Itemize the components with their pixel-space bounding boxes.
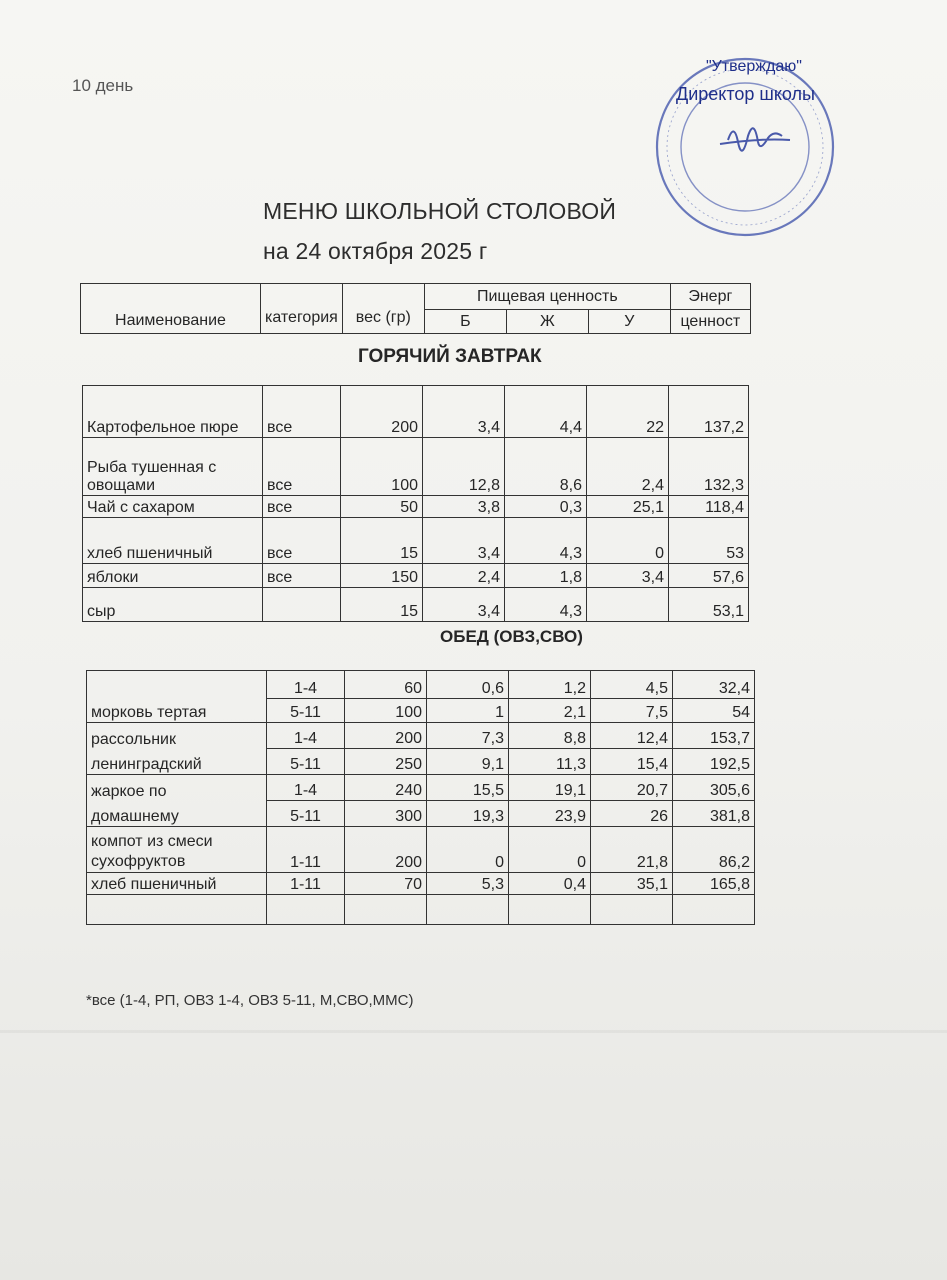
dish-weight: 100 xyxy=(345,699,427,723)
dish-u: 4,5 xyxy=(591,671,673,699)
dish-zh: 1,8 xyxy=(505,564,587,588)
dish-category: 1-4 xyxy=(267,671,345,699)
dish-b: 15,5 xyxy=(427,775,509,801)
dish-weight: 60 xyxy=(345,671,427,699)
dish-u xyxy=(587,588,669,622)
dish-category: все xyxy=(263,386,341,438)
dish-b: 3,4 xyxy=(423,588,505,622)
dish-u: 22 xyxy=(587,386,669,438)
dish-u: 35,1 xyxy=(591,873,673,895)
dish-category xyxy=(263,588,341,622)
dish-zh: 4,4 xyxy=(505,386,587,438)
dish-name-line2: сухофруктов xyxy=(91,853,186,870)
dish-b: 19,3 xyxy=(427,801,509,827)
dish-u: 15,4 xyxy=(591,749,673,775)
dish-b: 5,3 xyxy=(427,873,509,895)
table-row xyxy=(87,775,755,801)
dish-u: 0 xyxy=(587,518,669,564)
dish-name: сыр xyxy=(83,588,263,622)
dish-energy: 86,2 xyxy=(673,827,755,873)
dish-zh: 4,3 xyxy=(505,518,587,564)
header-energy-top: Энерг xyxy=(670,284,750,310)
dish-energy: 54 xyxy=(673,699,755,723)
menu-header-table xyxy=(80,283,751,334)
dish-category: 1-11 xyxy=(267,827,345,873)
dish-energy: 305,6 xyxy=(673,775,755,801)
dish-b: 3,4 xyxy=(423,386,505,438)
dish-name: жаркое по xyxy=(87,775,267,801)
dish-energy: 53,1 xyxy=(669,588,749,622)
dish-weight: 15 xyxy=(341,518,423,564)
dish-energy: 57,6 xyxy=(669,564,749,588)
dish-u: 25,1 xyxy=(587,496,669,518)
dish-energy: 53 xyxy=(669,518,749,564)
empty-cell xyxy=(673,895,755,925)
dish-name: Картофельное пюре xyxy=(83,386,263,438)
header-nutrition: Пищевая ценность xyxy=(424,284,670,310)
dish-name: рассольник xyxy=(87,723,267,749)
dish-category: 1-11 xyxy=(267,873,345,895)
header-energy-bottom: ценност xyxy=(670,310,750,334)
dish-category: все xyxy=(263,564,341,588)
dish-energy: 153,7 xyxy=(673,723,755,749)
dish-zh: 4,3 xyxy=(505,588,587,622)
approval-stamp xyxy=(650,52,840,242)
dish-weight: 15 xyxy=(341,588,423,622)
lunch-table xyxy=(86,670,755,925)
dish-b: 12,8 xyxy=(423,438,505,496)
table-row xyxy=(87,801,755,827)
dish-energy: 192,5 xyxy=(673,749,755,775)
lunch-title: ОБЕД (ОВЗ,СВО) xyxy=(440,627,583,646)
dish-weight: 300 xyxy=(345,801,427,827)
dish-name: яблоки xyxy=(83,564,263,588)
table-row xyxy=(87,873,755,895)
page-date: на 24 октября 2025 г xyxy=(263,238,488,264)
table-row-empty xyxy=(87,895,755,925)
dish-energy: 132,3 xyxy=(669,438,749,496)
dish-u: 7,5 xyxy=(591,699,673,723)
footnote: *все (1-4, РП, ОВЗ 1-4, ОВЗ 5-11, М,СВО,ММС) xyxy=(86,992,414,1009)
dish-category: 1-4 xyxy=(267,723,345,749)
breakfast-table xyxy=(82,385,749,622)
dish-name xyxy=(87,827,267,873)
dish-weight: 200 xyxy=(341,386,423,438)
empty-cell xyxy=(267,895,345,925)
empty-cell xyxy=(427,895,509,925)
dish-category: все xyxy=(263,438,341,496)
day-label: 10 день xyxy=(72,76,134,95)
dish-name: домашнему xyxy=(87,801,267,827)
table-row xyxy=(87,723,755,749)
dish-zh: 1,2 xyxy=(509,671,591,699)
dish-u: 2,4 xyxy=(587,438,669,496)
dish-weight: 200 xyxy=(345,827,427,873)
dish-weight: 150 xyxy=(341,564,423,588)
dish-name: хлеб пшеничный xyxy=(83,518,263,564)
dish-u: 12,4 xyxy=(591,723,673,749)
table-row xyxy=(83,518,749,564)
dish-name: морковь тертая xyxy=(87,671,267,723)
header-carbs: У xyxy=(588,310,670,334)
table-row xyxy=(83,438,749,496)
dish-b: 0 xyxy=(427,827,509,873)
dish-b: 0,6 xyxy=(427,671,509,699)
table-row xyxy=(87,749,755,775)
header-category: категория xyxy=(261,284,343,334)
table-row xyxy=(87,827,755,873)
dish-zh: 11,3 xyxy=(509,749,591,775)
header-name: Наименование xyxy=(81,284,261,334)
dish-zh: 19,1 xyxy=(509,775,591,801)
empty-cell xyxy=(509,895,591,925)
breakfast-title: ГОРЯЧИЙ ЗАВТРАК xyxy=(358,346,542,367)
table-row xyxy=(87,671,755,699)
dish-category: 5-11 xyxy=(267,801,345,827)
dish-u: 21,8 xyxy=(591,827,673,873)
dish-u: 20,7 xyxy=(591,775,673,801)
dish-name: ленинградский xyxy=(87,749,267,775)
dish-energy: 137,2 xyxy=(669,386,749,438)
signature-icon xyxy=(720,128,790,150)
dish-weight: 240 xyxy=(345,775,427,801)
dish-name: Чай с сахаром xyxy=(83,496,263,518)
dish-zh: 8,8 xyxy=(509,723,591,749)
dish-b: 3,8 xyxy=(423,496,505,518)
empty-cell xyxy=(345,895,427,925)
dish-zh: 23,9 xyxy=(509,801,591,827)
page-title: МЕНЮ ШКОЛЬНОЙ СТОЛОВОЙ xyxy=(263,198,617,224)
dish-u: 3,4 xyxy=(587,564,669,588)
dish-weight: 70 xyxy=(345,873,427,895)
header-protein: Б xyxy=(424,310,506,334)
dish-category: 5-11 xyxy=(267,749,345,775)
dish-weight: 200 xyxy=(345,723,427,749)
empty-cell xyxy=(87,895,267,925)
dish-zh: 0,4 xyxy=(509,873,591,895)
stamp-approve-text: "Утверждаю" xyxy=(706,58,802,75)
dish-energy: 118,4 xyxy=(669,496,749,518)
dish-energy: 165,8 xyxy=(673,873,755,895)
dish-zh: 2,1 xyxy=(509,699,591,723)
dish-category: все xyxy=(263,496,341,518)
dish-u: 26 xyxy=(591,801,673,827)
dish-weight: 100 xyxy=(341,438,423,496)
header-fat: Ж xyxy=(506,310,588,334)
dish-b: 2,4 xyxy=(423,564,505,588)
dish-category: 5-11 xyxy=(267,699,345,723)
table-row xyxy=(83,386,749,438)
dish-category: 1-4 xyxy=(267,775,345,801)
dish-zh: 0 xyxy=(509,827,591,873)
paper-fold xyxy=(0,1030,947,1033)
dish-b: 9,1 xyxy=(427,749,509,775)
dish-weight: 50 xyxy=(341,496,423,518)
dish-energy: 381,8 xyxy=(673,801,755,827)
table-row xyxy=(83,588,749,622)
dish-b: 7,3 xyxy=(427,723,509,749)
dish-b: 1 xyxy=(427,699,509,723)
dish-name: хлеб пшеничный xyxy=(87,873,267,895)
empty-cell xyxy=(591,895,673,925)
dish-energy: 32,4 xyxy=(673,671,755,699)
dish-b: 3,4 xyxy=(423,518,505,564)
dish-zh: 8,6 xyxy=(505,438,587,496)
dish-category: все xyxy=(263,518,341,564)
dish-name-line1: компот из смеси xyxy=(91,833,213,850)
table-row xyxy=(83,564,749,588)
stamp-director-text: Директор школы xyxy=(676,84,815,104)
dish-name: Рыба тушенная с овощами xyxy=(83,438,263,496)
dish-weight: 250 xyxy=(345,749,427,775)
table-row xyxy=(83,496,749,518)
header-weight: вес (гр) xyxy=(342,284,424,334)
dish-zh: 0,3 xyxy=(505,496,587,518)
